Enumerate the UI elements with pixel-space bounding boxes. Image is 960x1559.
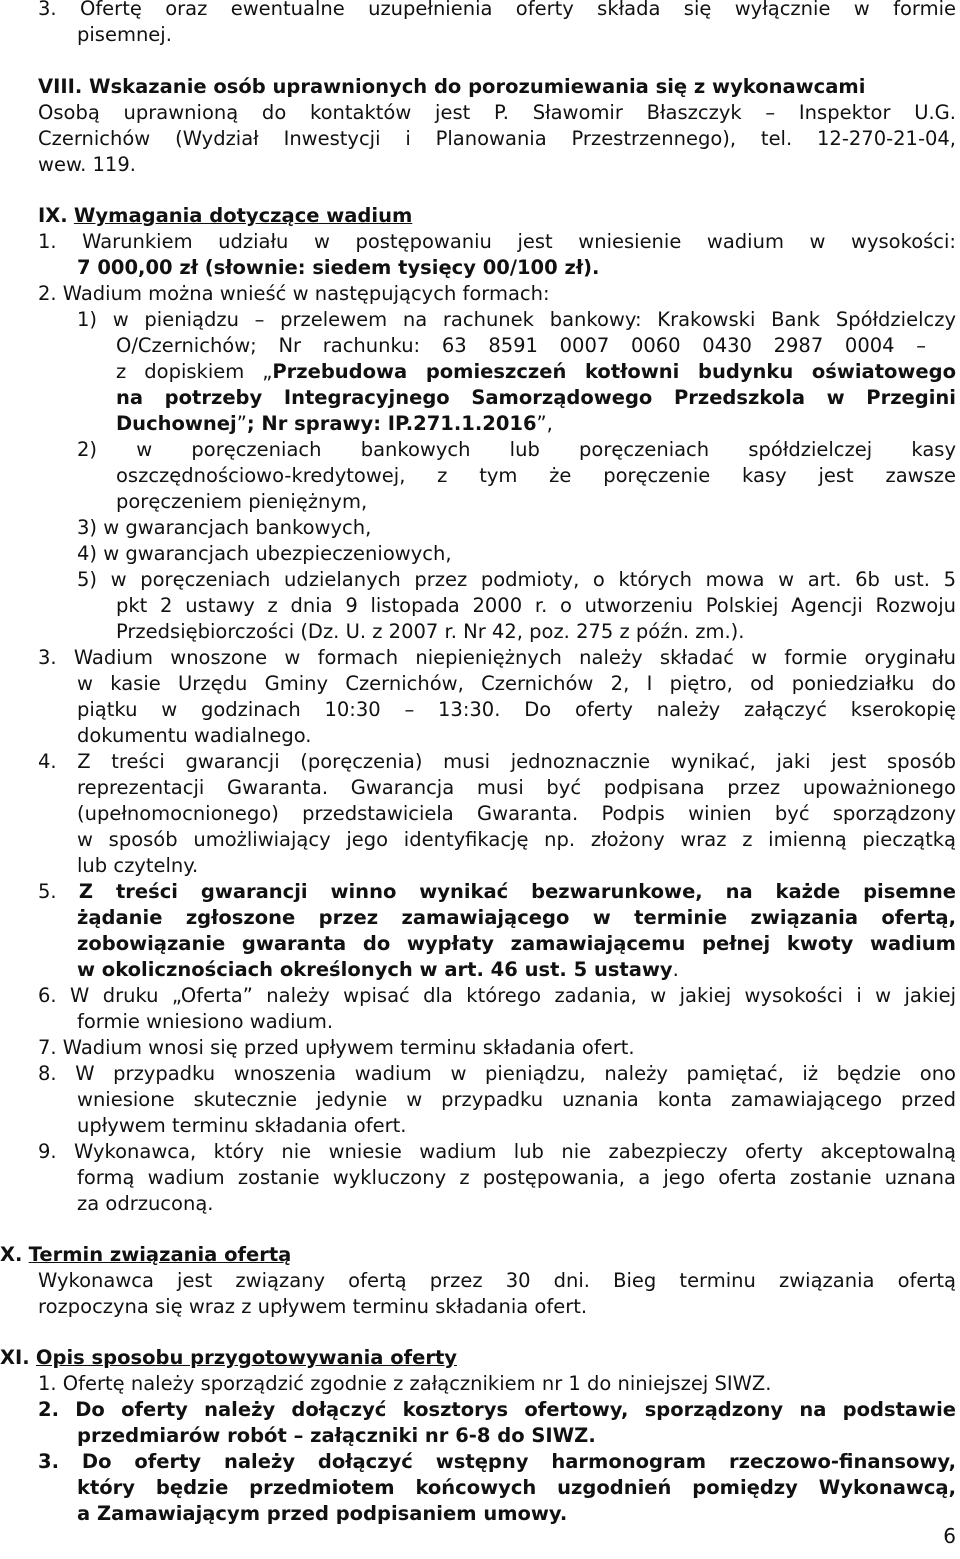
text-line-37: [38, 983, 956, 1009]
text-segment: ”,: [536, 412, 553, 435]
text-segment: wew. 119.: [38, 153, 136, 176]
text-segment: 3. Do oferty należy dołączyć wstępny harmonogram rzeczowo-finansowy,: [38, 1450, 956, 1473]
text-segment: poręczeniem pieniężnym,: [116, 490, 368, 513]
text-segment: pisemnej.: [77, 23, 172, 46]
text-segment: lub czytelny.: [77, 854, 199, 877]
text-segment: Przebudowa pomieszczeń kotłowni budynku oświatowego: [272, 360, 957, 383]
text-segment: za odrzuconą.: [77, 1192, 214, 1215]
text-segment: 2) w poręczeniach bankowych lub poręczeniach spółdzielczej kasy: [77, 438, 956, 461]
text-line-22: [116, 593, 956, 619]
text-line-17: [116, 463, 956, 489]
text-line-32: [77, 853, 956, 879]
text-line-1: [38, 0, 956, 22]
text-segment: formą wadium zostanie wykluczony z postępowania, a jego oferta zostanie uznana: [77, 1166, 956, 1189]
text-line-4: [38, 100, 956, 126]
text-line-25: [77, 671, 956, 697]
text-line-30: [77, 801, 956, 827]
text-line-46: [0, 1242, 956, 1268]
text-line-24: [38, 645, 956, 671]
text-line-49: [0, 1345, 956, 1371]
text-line-52: [77, 1423, 956, 1449]
text-line-14: [116, 385, 956, 411]
text-line-26: [77, 697, 956, 723]
text-segment: 4. Z treści gwarancji (poręczenia) musi jednoznacznie wynikać, jaki jest sposób: [38, 750, 956, 773]
text-line-45: [77, 1191, 956, 1217]
text-segment: 8. W przypadku wnoszenia wadium w pieniądzu, należy pamiętać, iż będzie ono: [38, 1062, 956, 1085]
text-segment: który będzie przedmiotem końcowych uzgodnień pomiędzy Wykonawcą,: [77, 1476, 956, 1499]
text-segment: .: [672, 958, 679, 981]
text-segment: 3. Wadium wnoszone w formach niepieniężnych należy składać w formie oryginału: [38, 646, 956, 669]
text-line-18: [116, 489, 956, 515]
text-line-55: [77, 1501, 956, 1527]
text-segment: w okolicznościach określonych w art. 46 ust. 5 ustawy: [77, 958, 673, 981]
text-segment: 3. Ofertę oraz ewentualne uzupełnienia oferty składa się wyłącznie w formie: [38, 0, 956, 20]
text-segment: 4) w gwarancjach ubezpieczeniowych,: [77, 542, 452, 565]
text-line-33: [38, 879, 956, 905]
text-segment: Osobą uprawnioną do kontaktów jest P. Sławomir Błaszczyk – Inspektor U.G.: [38, 101, 956, 124]
text-line-31: [77, 827, 956, 853]
text-segment: 2. Wadium można wnieść w następujących formach:: [38, 282, 550, 305]
text-segment: na potrzeby Integracyjnego Samorządowego Przedszkola w Przegini: [116, 386, 956, 409]
text-segment: piątku w godzinach 10:30 – 13:30. Do oferty należy załączyć kserokopię: [77, 698, 956, 721]
text-line-41: [77, 1087, 956, 1113]
text-line-19: [77, 515, 956, 541]
text-line-51: [38, 1397, 956, 1423]
text-segment: ; Nr sprawy: IP.271.1.2016: [246, 412, 537, 435]
page-number: 6: [943, 1524, 956, 1548]
text-line-6: [38, 152, 956, 178]
text-line-16: [77, 437, 956, 463]
text-segment: 1. Warunkiem udziału w postępowaniu jest wniesienie wadium w wysokości:: [38, 230, 956, 253]
text-line-7: [38, 203, 956, 229]
text-line-54: [77, 1475, 956, 1501]
text-segment: 5) w poręczeniach udzielanych przez podmioty, o których mowa w art. 6b ust. 5: [77, 568, 956, 591]
text-line-42: [77, 1113, 956, 1139]
text-segment: upływem terminu składania ofert.: [77, 1114, 407, 1137]
text-line-29: [77, 775, 956, 801]
text-line-44: [77, 1165, 956, 1191]
text-line-35: [77, 931, 956, 957]
text-line-48: [38, 1294, 956, 1320]
text-segment: 5.: [38, 880, 79, 903]
text-segment: 7. Wadium wnosi się przed upływem terminu składania ofert.: [38, 1036, 635, 1059]
text-segment: a Zamawiającym przed podpisaniem umowy.: [77, 1502, 568, 1525]
text-line-12: [116, 333, 926, 359]
text-segment: O/Czernichów; Nr rachunku: 63 8591 0007 0060 0430 2987 0004 –: [116, 334, 926, 357]
text-line-50: [38, 1371, 956, 1397]
text-segment: z dopiskiem „: [116, 360, 273, 383]
text-line-5: [38, 126, 956, 152]
text-line-21: [77, 567, 956, 593]
text-segment: Opis sposobu przygotowywania oferty: [35, 1346, 457, 1369]
text-segment: ”: [236, 412, 247, 435]
text-segment: XI.: [0, 1346, 30, 1369]
text-segment: w sposób umożliwiający jego identyfikację np. złożony wraz z imienną pieczątką: [77, 828, 956, 851]
text-line-13: [116, 359, 956, 385]
text-segment: 1. Ofertę należy sporządzić zgodnie z załącznikiem nr 1 do niniejszej SIWZ.: [38, 1372, 772, 1395]
text-line-15: [116, 411, 956, 437]
text-line-2: [77, 22, 956, 48]
text-segment: formie wniesiono wadium.: [77, 1010, 334, 1033]
text-segment: oszczędnościowo-kredytowej, z tym że poręczenie kasy jest zawsze: [116, 464, 956, 487]
text-segment: wniesione skutecznie jedynie w przypadku uznania konta zamawiającego przed: [77, 1088, 956, 1111]
text-line-3: [38, 74, 956, 100]
text-segment: zobowiązanie gwaranta do wypłaty zamawiającemu pełnej kwoty wadium: [77, 932, 956, 955]
text-line-39: [38, 1035, 956, 1061]
text-segment: w kasie Urzędu Gminy Czernichów, Czernichów 2, I piętro, od poniedziałku do: [77, 672, 956, 695]
text-line-9: [77, 255, 956, 281]
text-line-53: [38, 1449, 956, 1475]
text-segment: Czernichów (Wydział Inwestycji i Planowania Przestrzennego), tel. 12-270-21-04,: [38, 127, 956, 150]
text-line-28: [38, 749, 956, 775]
text-segment: 3) w gwarancjach bankowych,: [77, 516, 372, 539]
text-segment: VIII. Wskazanie osób uprawnionych do porozumiewania się z wykonawcami: [38, 75, 866, 98]
text-segment: 2. Do oferty należy dołączyć kosztorys ofertowy, sporządzony na podstawie: [38, 1398, 956, 1421]
text-line-11: [77, 307, 956, 333]
text-line-43: [38, 1139, 956, 1165]
text-line-34: [77, 905, 956, 931]
text-line-20: [77, 541, 956, 567]
text-segment: przedmiarów robót – załączniki nr 6-8 do SIWZ.: [77, 1424, 596, 1447]
text-segment: Duchownej: [116, 412, 237, 435]
text-segment: Przedsiębiorczości (Dz. U. z 2007 r. Nr 42, poz. 275 z późn. zm.).: [116, 620, 745, 643]
text-segment: X.: [0, 1243, 23, 1266]
text-line-10: [38, 281, 956, 307]
text-line-40: [38, 1061, 956, 1087]
text-line-36: [77, 957, 956, 983]
text-segment: Wykonawca jest związany ofertą przez 30 dni. Bieg terminu związania ofertą: [38, 1269, 956, 1292]
text-segment: 6. W druku „Oferta” należy wpisać dla którego zadania, w jakiej wysokości i w jakiej: [38, 984, 956, 1007]
text-segment: dokumentu wadialnego.: [77, 724, 312, 747]
text-segment: IX.: [38, 204, 68, 227]
text-line-38: [77, 1009, 956, 1035]
text-segment: Wymagania dotyczące wadium: [73, 204, 413, 227]
text-segment: (upełnomocnionego) przedstawiciela Gwaranta. Podpis winien być sporządzony: [77, 802, 956, 825]
text-line-23: [116, 619, 956, 645]
text-segment: reprezentacji Gwaranta. Gwarancja musi być podpisana przez upoważnionego: [77, 776, 956, 799]
text-segment: Termin związania ofertą: [28, 1243, 292, 1266]
text-line-47: [38, 1268, 956, 1294]
text-segment: 7 000,00 zł (słownie: siedem tysięcy 00/100 zł).: [77, 256, 600, 279]
text-segment: żądanie zgłoszone przez zamawiającego w terminie związania ofertą,: [77, 906, 956, 929]
text-segment: Z treści gwarancji winno wynikać bezwarunkowe, na każde pisemne: [78, 880, 956, 903]
text-line-8: [38, 229, 956, 255]
text-segment: rozpoczyna się wraz z upływem terminu składania ofert.: [38, 1295, 588, 1318]
text-segment: 1) w pieniądzu – przelewem na rachunek bankowy: Krakowski Bank Spółdzielczy: [77, 308, 956, 331]
text-line-27: [77, 723, 956, 749]
text-segment: 9. Wykonawca, który nie wniesie wadium lub nie zabezpieczy oferty akceptowalną: [38, 1140, 956, 1163]
text-segment: pkt 2 ustawy z dnia 9 listopada 2000 r. o utworzeniu Polskiej Agencji Rozwoju: [116, 594, 956, 617]
